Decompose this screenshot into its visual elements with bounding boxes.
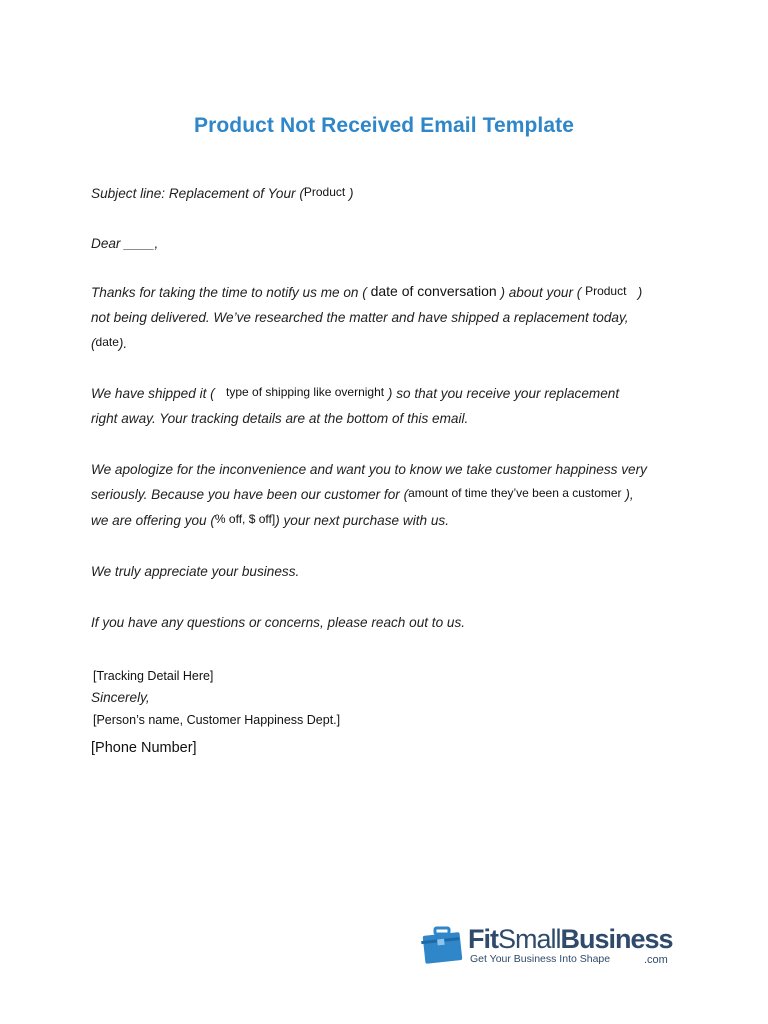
paragraph-2-line-2: right away. Your tracking details are at the bottom of this email. — [91, 411, 469, 426]
briefcase-icon — [420, 926, 464, 966]
p1-l3-close: ). — [118, 336, 128, 351]
paragraph-3-line-1: We apologize for the inconvenience and want you to know we take customer happiness very — [91, 462, 647, 477]
logo-word-business: Business — [560, 924, 673, 954]
subject-line — [91, 186, 354, 201]
p3-l3-text-b: ) your next purchase with us. — [275, 513, 449, 528]
subject-prefix: Subject line: Replacement of Your ( — [91, 186, 304, 201]
fitsmallbusiness-logo — [420, 924, 680, 972]
greeting: Dear ____, — [91, 236, 159, 251]
closing: Sincerely, — [91, 690, 150, 705]
p2-text-b: ) so that you receive your replacement — [387, 386, 620, 401]
paragraph-1-line-2: not being delivered. We’ve researched the matter and have shipped a replacement today, — [91, 310, 629, 325]
page-title: Product Not Received Email Template — [193, 114, 575, 137]
paragraph-1-line-3 — [91, 336, 127, 351]
p2-placeholder-shipping: type of shipping like overnight — [226, 385, 385, 399]
p1-l3-open: ( — [91, 336, 96, 351]
paragraph-2-line-1 — [91, 386, 619, 401]
phone-number: [Phone Number] — [91, 740, 197, 756]
p1-text-a: Thanks for taking the time to notify us me on ( — [91, 285, 367, 300]
p3-text-a: seriously. Because you have been our customer for ( — [91, 487, 409, 502]
paragraph-1-line-1 — [91, 284, 642, 300]
p3-l3-text-a: we are offering you ( — [91, 513, 215, 528]
p1-placeholder-date2: date — [95, 335, 119, 349]
signature: [Person’s name, Customer Happiness Dept.] — [93, 713, 341, 727]
paragraph-4: We truly appreciate your business. — [91, 564, 300, 579]
p2-text-a: We have shipped it ( — [91, 386, 215, 401]
p3-placeholder-discount: % off, $ off] — [214, 512, 276, 526]
logo-word-small: Small — [498, 924, 561, 954]
subject-suffix: ) — [348, 186, 354, 201]
tracking-detail: [Tracking Detail Here] — [93, 669, 214, 683]
p1-placeholder-product: Product — [585, 284, 627, 298]
p1-text-c: ) — [637, 285, 643, 300]
subject-placeholder: Product — [303, 185, 346, 199]
p3-text-b: ), — [625, 487, 634, 502]
logo-tagline: Get Your Business Into Shape — [470, 953, 611, 965]
paragraph-3-line-2 — [91, 487, 634, 502]
logo-com: .com — [644, 954, 668, 966]
paragraph-3-line-3 — [91, 513, 449, 528]
logo-wordmark — [468, 924, 673, 955]
logo-word-fit: Fit — [468, 924, 498, 954]
paragraph-5: If you have any questions or concerns, please reach out to us. — [91, 615, 466, 630]
p1-placeholder-date: date of conversation — [370, 283, 497, 299]
p1-text-b: ) about your ( — [500, 285, 582, 300]
p3-placeholder-time: amount of time they’ve been a customer — [408, 486, 622, 500]
